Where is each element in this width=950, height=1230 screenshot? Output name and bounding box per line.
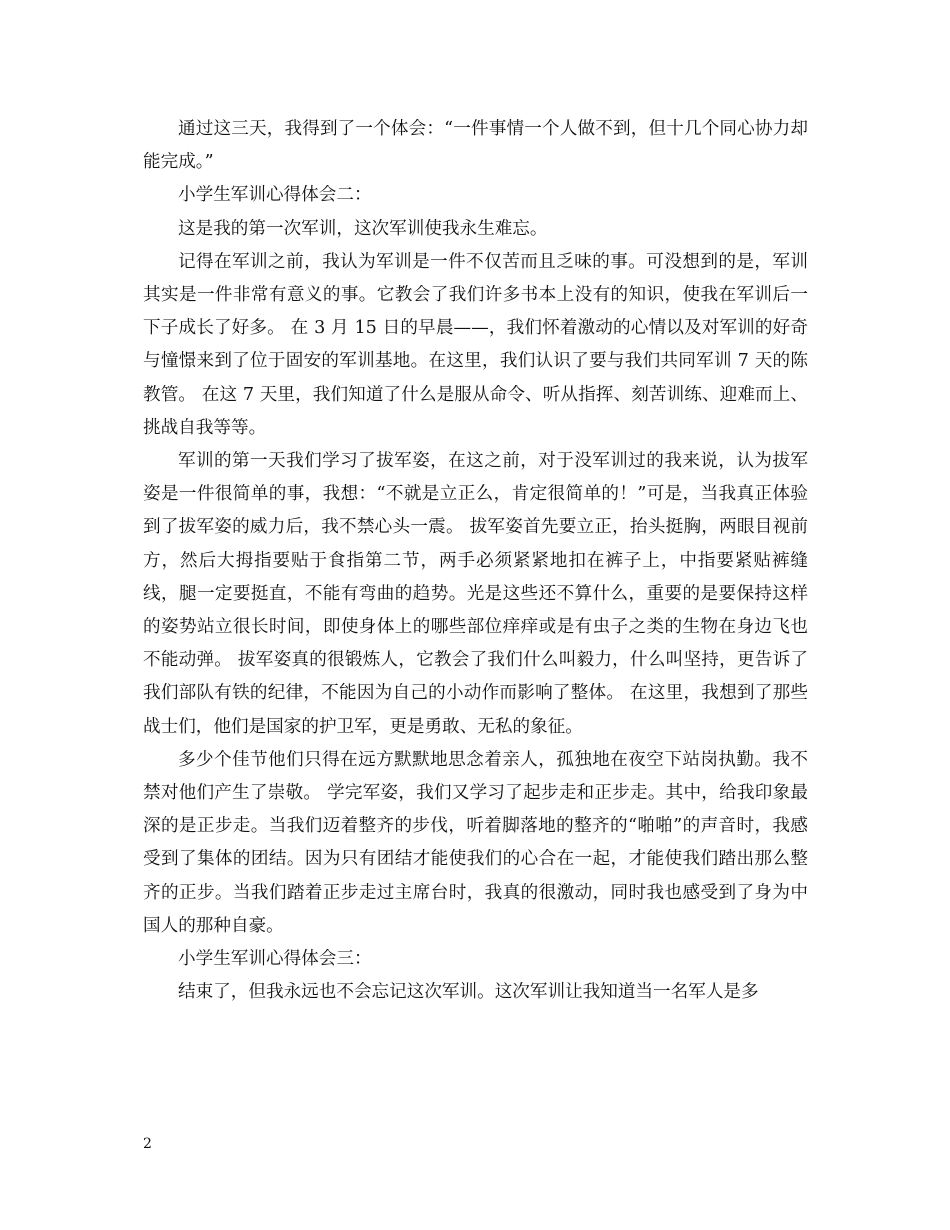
paragraph-first-training: 这是我的第一次军训，这次军训使我永生难忘。 (178, 218, 548, 239)
paragraph-ending: 结束了，但我永远也不会忘记这次军训。这次军训让我知道当一名军人是多 (178, 982, 759, 1003)
section-heading-three: 小学生军训心得体会三： (178, 949, 372, 970)
paragraph-conclusion: 通过这三天，我得到了一个体会：“一件事情一个人做不到，但十几个同心协力却能完成。” (143, 119, 808, 173)
paragraph-military-posture: 军训的第一天我们学习了拔军姿，在这之前，对于没军训过的我来说，认为拔军姿是一件很简单的事，我想：“不就是立正么，肯定很简单的！”可是，当我真正体验到了拔军姿的威力后，我不禁心头一震。 拔军姿首先要立正，抬头挺胸，两眼目视前方，然后大拇指要贴于食指第二节，两手必须紧紧地扣在裤子上，中指要紧贴裤缝线，腿一定要挺直，不能有弯曲的趋势。光是这些还不算什么，重要的是要保持这样的姿势站立很长时间，即使身体上的哪些部位痒痒或是有虫子之类的生物在身边飞也不能动弹。 拔军姿真的很锻炼人，它教会了我们什么叫毅力，什么叫坚持，更告诉了我们部队有铁的纪律，不能因为自己的小动作而影响了整体。 在这里，我想到了那些战士们，他们是国家的护卫军，更是勇敢、无私的象征。 (143, 451, 808, 737)
document-body (143, 113, 808, 1009)
section-heading-two: 小学生军训心得体会二： (178, 185, 372, 206)
paragraph-before-training: 记得在军训之前，我认为军训是一件不仅苦而且乏味的事。可没想到的是，军训其实是一件非常有意义的事。它教会了我们许多书本上没有的知识，使我在军训后一下子成长了好多。 在 3 月 15 日的早晨——，我们怀着激动的心情以及对军训的好奇与憧憬来到了位于固安的军训基地。在这里，我们认识了要与我们共同军训 7 天的陈教管。 在这 7 天里，我们知道了什么是服从命令、听从指挥、刻苦训练、迎难而上、挑战自我等等。 (143, 251, 808, 438)
page-number: 2 (143, 1136, 152, 1152)
paragraph-marching: 多少个佳节他们只得在远方默默地思念着亲人，孤独地在夜空下站岗执勤。我不禁对他们产生了崇敬。 学完军姿，我们又学习了起步走和正步走。其中，给我印象最深的是正步走。当我们迈着整齐的步伐，听着脚落地的整齐的“啪啪”的声音时，我感受到了集体的团结。因为只有团结才能使我们的心合在一起，才能使我们踏出那么整齐的正步。当我们踏着正步走过主席台时，我真的很激动，同时我也感受到了身为中国人的那种自豪。 (143, 749, 808, 936)
